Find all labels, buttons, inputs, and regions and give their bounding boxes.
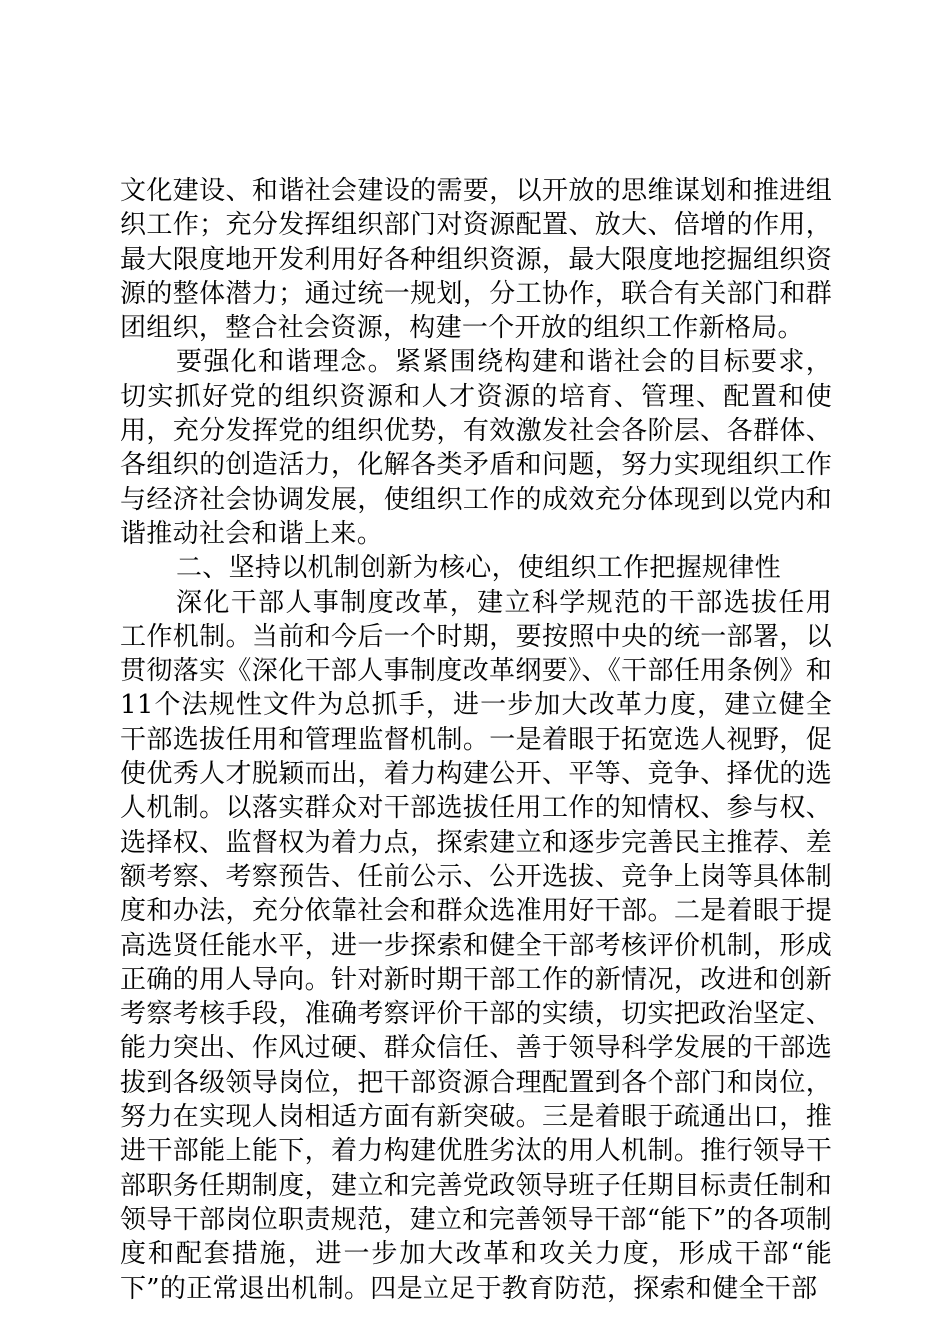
paragraph-3: 深化干部人事制度改革，建立科学规范的干部选拔任用工作机制。当前和今后一个时期，要按照中央的统一部署，以贯彻落实《深化干部人事制度改革纲要》、《干部任用条例》和11个法规性文件为总抓手，进一步加大改革力度，建立健全干部选拔任用和管理监督机制。一是着眼于拓宽选人视野，促使优秀人才脱颖而出，着力构建公开、平等、竞争、择优的选人机制。以落实群众对干部选拔任用工作的知情权、参与权、选择权、监督权为着力点，探索建立和逐步完善民主推荐、差额考察、考察预告、任前公示、公开选拔、竞争上岗等具体制度和办法，充分依靠社会和群众选准用好干部。二是着眼于提高选贤任能水平，进一步探索和健全干部考核评价机制，形成正确的用人导向。针对新时期干部工作的新情况，改进和创新考察考核手段，准确考察评价干部的实绩，切实把政治坚定、能力突出、作风过硬、群众信任、善于领导科学发展的干部选拔到各级领导岗位，把干部资源合理配置到各个部门和岗位，努力在实现人岗相适方面有新突破。三是着眼于疏通出口，推进干部能上能下，着力构建优胜劣汰的用人机制。推行领导干部职务任期制度，建立和完善党政领导班子任期目标责任制和领导干部岗位职责规范，建立和完善领导干部“能下”的各项制度和配套措施，进一步加大改革和攻关力度，形成干部“能下”的正常退出机制。四是立足于教育防范，探索和健全干部 <box>120 587 832 1304</box>
paragraph-1: 文化建设、和谐社会建设的需要，以开放的思维谋划和推进组织工作；充分发挥组织部门对资源配置、放大、倍增的作用，最大限度地开发利用好各种组织资源，最大限度地挖掘组织资源的整体潜力；通过统一规划，分工协作，联合有关部门和群团组织，整合社会资源，构建一个开放的组织工作新格局。 <box>120 176 832 344</box>
section-heading: 二、坚持以机制创新为核心，使组织工作把握规律性 <box>176 553 781 584</box>
document-body <box>120 174 832 1306</box>
paragraph-2: 要强化和谐理念。紧紧围绕构建和谐社会的目标要求，切实抓好党的组织资源和人才资源的培育、管理、配置和使用，充分发挥党的组织优势，有效激发社会各阶层、各群体、各组织的创造活力，化解各类矛盾和问题，努力实现组织工作与经济社会协调发展，使组织工作的成效充分体现到以党内和谐推动社会和谐上来。 <box>120 347 832 549</box>
